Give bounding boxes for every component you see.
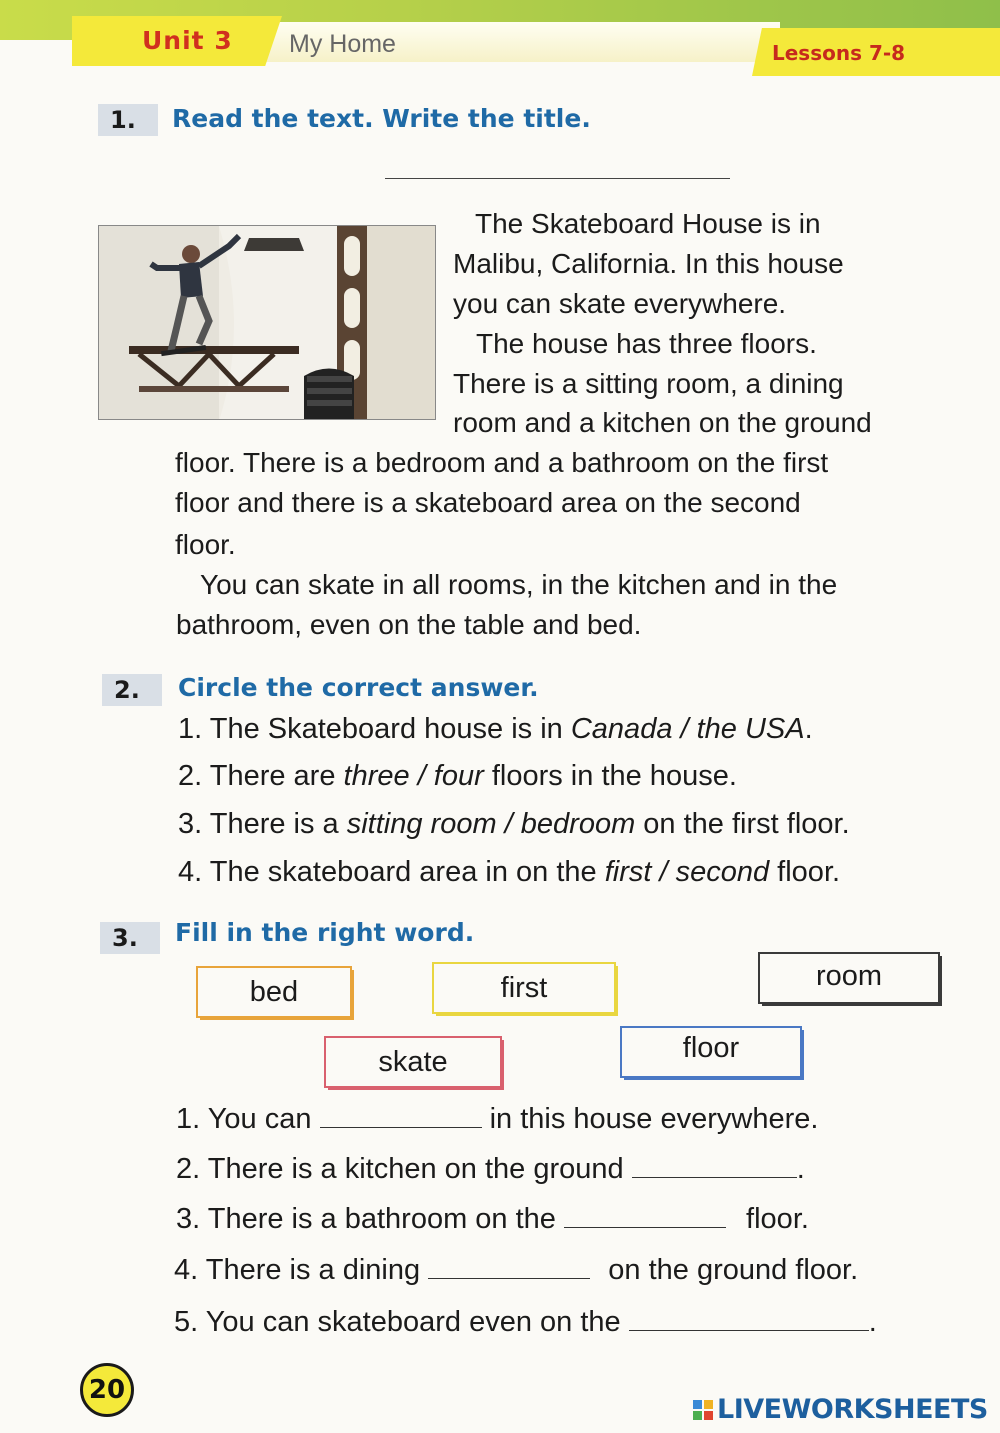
item-number: 4. [174,1254,199,1286]
item-number: 3. [176,1203,201,1235]
fill-blank[interactable] [564,1227,726,1228]
answer-options[interactable]: three / four [343,760,484,792]
ex2-item-4 [178,856,840,889]
ex3-item-1 [176,1103,818,1136]
exercise-1-instruction: Read the text. Write the title. [172,104,591,133]
item-text-end: . [796,1153,805,1185]
paragraph-2-line-1: The house has three floors. [476,328,817,359]
paragraph-2-line-2: There is a sitting room, a dining [453,368,844,399]
exercise-1-number: 1. [98,104,158,136]
item-number: 1. [176,1103,201,1135]
liveworksheets-logo[interactable] [693,1394,988,1425]
word-box-floor[interactable]: floor [620,1026,802,1078]
paragraph-1-line-1: The Skateboard House is in [475,208,821,239]
ex3-item-2 [176,1153,805,1186]
item-text-end: . [868,1306,877,1338]
paragraph-2-line-6: floor. [175,529,236,560]
ex3-item-3 [176,1203,809,1236]
item-text-end: floor. [769,856,841,888]
page-number: 20 [80,1363,134,1417]
word-box-first[interactable]: first [432,962,616,1014]
lessons-label: Lessons 7-8 [772,41,906,65]
item-text-end: . [804,713,813,745]
item-text-end: on the first floor. [635,808,850,840]
liveworksheets-icon [693,1400,713,1420]
item-text: There is a kitchen on the ground [207,1153,632,1185]
paragraph-1-line-3: you can skate everywhere. [453,288,787,319]
item-text-end: floors in the house. [483,760,737,792]
item-number: 2. [178,760,203,792]
item-text: The Skateboard house is in [209,713,571,745]
fill-blank[interactable] [629,1330,869,1331]
fill-blank[interactable] [632,1177,797,1178]
paragraph-3-line-2: bathroom, even on the table and bed. [176,609,642,640]
word-box-skate[interactable]: skate [324,1036,502,1088]
item-number: 1. [178,713,203,745]
item-text: There is a [209,808,347,840]
exercise-3-instruction: Fill in the right word. [175,918,475,947]
unit-title: My Home [289,30,396,58]
exercise-2-number: 2. [102,674,162,706]
answer-options[interactable]: first / second [604,856,770,888]
item-text: You can skateboard even on the [205,1306,629,1338]
item-number: 5. [174,1306,199,1338]
ex2-item-3 [178,808,850,841]
item-text: There are [209,760,344,792]
item-number: 3. [178,808,203,840]
answer-options[interactable]: sitting room / bedroom [346,808,636,840]
word-box-room[interactable]: room [758,952,940,1004]
fill-blank[interactable] [428,1278,590,1279]
ex3-item-5 [174,1306,877,1339]
item-text: The skateboard area in on the [209,856,605,888]
paragraph-1-line-2: Malibu, California. In this house [453,248,844,279]
paragraph-2-line-5: floor and there is a skateboard area on the second [175,487,801,518]
unit-label: Unit 3 [142,26,233,55]
item-text-end: in this house everywhere. [481,1103,819,1135]
paragraph-3-line-1: You can skate in all rooms, in the kitchen and in the [200,569,838,600]
liveworksheets-brand: LIVEWORKSHEETS [717,1394,988,1425]
word-box-bed[interactable]: bed [196,966,352,1018]
paragraph-2-line-4: floor. There is a bedroom and a bathroom on the first [175,447,829,478]
exercise-2-instruction: Circle the correct answer. [178,673,539,702]
item-text-end: on the ground floor. [600,1254,859,1286]
exercise-3-number: 3. [100,922,160,954]
item-text: There is a dining [205,1254,429,1286]
answer-options[interactable]: Canada / the USA [570,713,805,745]
item-number: 2. [176,1153,201,1185]
ex2-item-2 [178,760,737,793]
item-text: You can [207,1103,320,1135]
item-text: There is a bathroom on the [207,1203,564,1235]
ex2-item-1 [178,713,813,746]
item-text-end: floor. [738,1203,809,1235]
paragraph-2-line-3: room and a kitchen on the ground [453,407,872,438]
skateboarder-photo [98,225,436,420]
item-number: 4. [178,856,203,888]
fill-blank[interactable] [320,1127,482,1128]
title-answer-line[interactable] [385,178,730,179]
ex3-item-4 [174,1254,858,1287]
